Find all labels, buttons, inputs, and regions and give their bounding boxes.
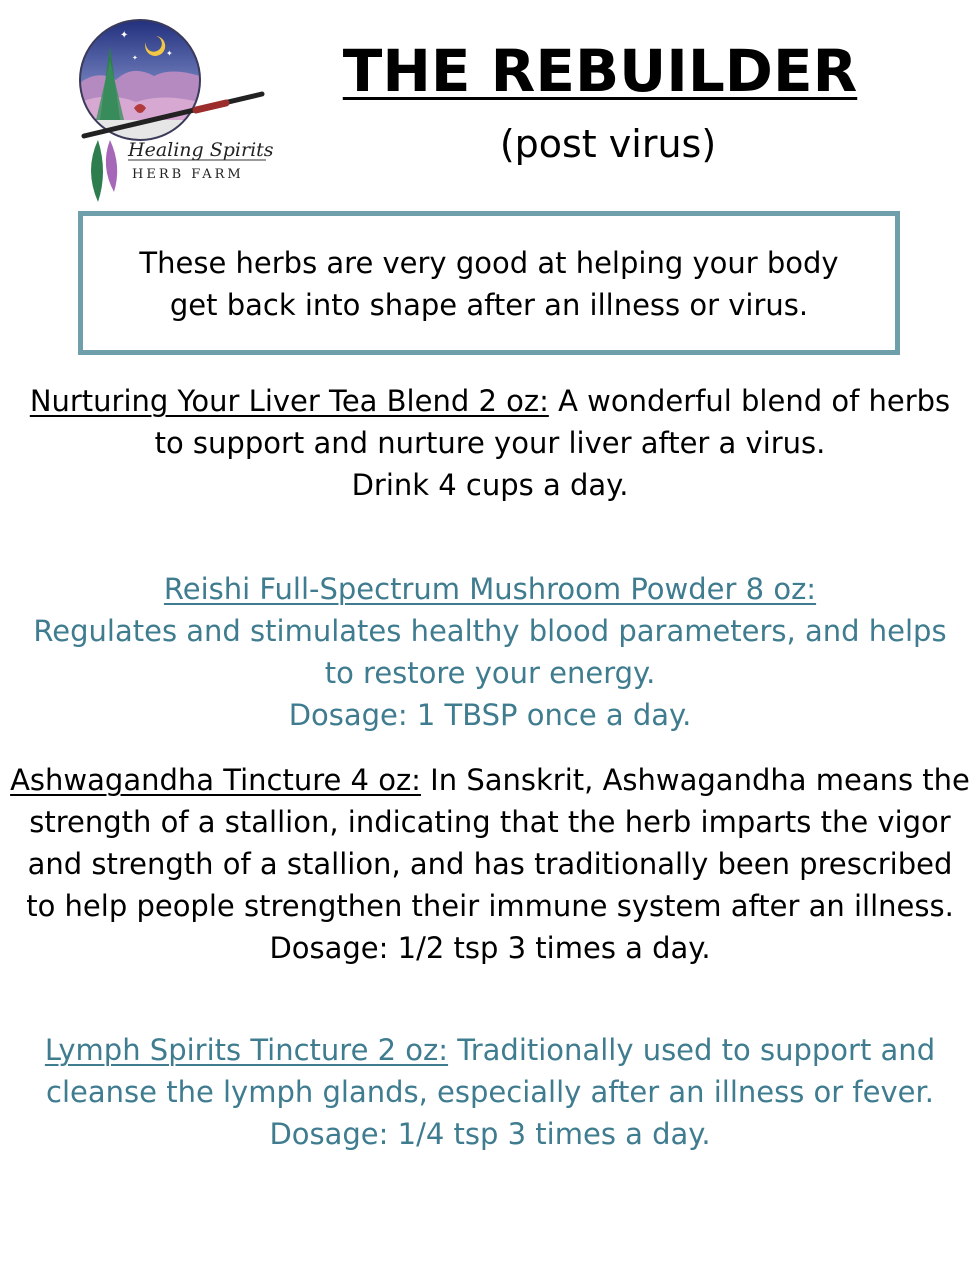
intro-line1: These herbs are very good at helping your body (139, 246, 839, 280)
herb-dosage: Dosage: 1/2 tsp 3 times a day. (269, 931, 711, 965)
herb-entry-lymph-spirits (20, 1029, 960, 1155)
page-title: THE REBUILDER (342, 37, 858, 105)
herb-name: Ashwagandha Tincture 4 oz: (10, 763, 421, 797)
intro-text (139, 240, 838, 326)
herb-dosage: Dosage: 1/4 tsp 3 times a day. (269, 1117, 711, 1151)
herb-description: Traditionally used to support and cleanse the lymph glands, especially after an illness or fever. (46, 1033, 936, 1109)
herb-entry-reishi (20, 568, 960, 736)
svg-text:✦: ✦ (120, 30, 129, 41)
herb-description: In Sanskrit, Ashwagandha means the strength of a stallion, indicating that the herb imparts the vigor and strength of a stallion, and has traditionally been prescribed to help people strengthen their immune system after an illness. (26, 763, 970, 923)
svg-text:✦: ✦ (166, 49, 173, 58)
herb-description: Regulates and stimulates healthy blood parameters, and helps to restore your energy. (33, 614, 947, 690)
herb-name: Nurturing Your Liver Tea Blend 2 oz: (29, 384, 549, 418)
page-subtitle: (post virus) (499, 122, 717, 166)
healing-spirits-logo (76, 16, 276, 202)
logo-text-line1: Healing Spirits (128, 139, 274, 161)
intro-box (78, 211, 900, 355)
herb-entry-liver-tea (20, 380, 960, 506)
logo-text-line2: HERB FARM (132, 167, 244, 182)
svg-text:✦: ✦ (132, 54, 138, 62)
herb-description: A wonderful blend of herbs to support and nurture your liver after a virus. (154, 384, 951, 460)
herb-dosage: Drink 4 cups a day. (351, 468, 629, 502)
herb-entry-ashwagandha (10, 759, 970, 969)
herb-name: Reishi Full-Spectrum Mushroom Powder 8 oz: (163, 572, 817, 606)
logo-graphic (76, 16, 276, 202)
intro-line2: get back into shape after an illness or virus. (169, 288, 809, 322)
herb-dosage: Dosage: 1 TBSP once a day. (288, 698, 692, 732)
herb-name: Lymph Spirits Tincture 2 oz: (44, 1033, 449, 1067)
